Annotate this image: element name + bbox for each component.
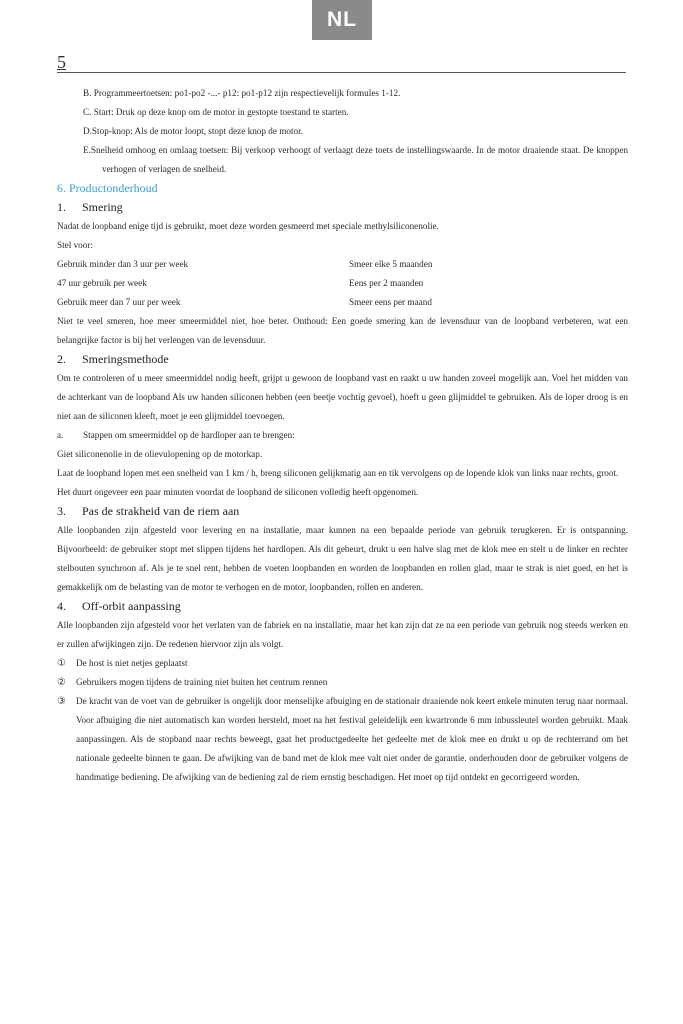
- list-item-text: De kracht van de voet van de gebruiker is ongelijk door menselijke afbuiging en de stationair draaiende nok keert enkele minuten terug naar normaal. Voor afbuiging die niet automatisch kan worden hersteld, moet na het festival geleidelijk een kwartronde 6 mm inbussleutel worden gebruikt. Maak aanpassingen. Als de stopband naar rechts beweegt, gaat het productgedeelte het gedeelte met de klok mee en drukt u op de rechterrand om het nationale gedeelte binnen te gaan. De afwijking van de band met de klok mee valt niet onder de garantie. onderhouden door de gebruiker volgens de handmatige bediening. De afwijking van de bediening zal de riem ernstig beschadigen. Het moet op tijd ontdekt en gecorrigeerd worden.: [76, 696, 628, 782]
- schedule-interval: Smeer elke 5 maanden: [349, 259, 433, 269]
- sub-item-marker: a.: [57, 430, 64, 440]
- header-divider: [57, 72, 626, 73]
- paragraph: Nadat de loopband enige tijd is gebruikt, moet deze worden gesmeerd met speciale methylsiliconenolie.: [57, 221, 439, 231]
- subsection-heading-off-orbit: [57, 597, 628, 616]
- paragraph: Giet siliconenolie in de olievulopening op de motorkap.: [57, 449, 263, 459]
- language-tab: NL: [312, 0, 372, 40]
- paragraph: Het duurt ongeveer een paar minuten voordat de loopband de siliconen volledig heeft opgenomen.: [57, 487, 419, 497]
- schedule-usage: Gebruik minder dan 3 uur per week: [57, 259, 189, 269]
- paragraph: Stel voor:: [57, 240, 93, 250]
- list-item: [57, 673, 628, 692]
- page-content: [57, 84, 628, 787]
- sub-item-a: [57, 426, 628, 445]
- schedule-usage: 47 uur gebruik per week: [57, 278, 147, 288]
- list-item: [57, 654, 628, 673]
- page-number: 5: [57, 52, 66, 72]
- subsection-heading-smering: [57, 198, 628, 217]
- intro-item-b: B. Programmeertoetsen: po1-po2 -...- p12: po1-p12 zijn respectievelijk formules 1-12.: [83, 88, 401, 98]
- subsection-number: 3.: [57, 504, 66, 518]
- circled-number: ③: [57, 696, 66, 707]
- circled-number: ②: [57, 677, 66, 688]
- paragraph: Om te controleren of u meer smeermiddel nodig heeft, grijpt u gewoon de loopband vast en raakt u uw handen zoveel mogelijk aan. Voel het midden van de achterkant van de loopband Als uw handen siliconen hebben (een beetje vochtig gevoel), hoeft u geen glijmiddel te gebruiken. Als de loper droog is en niet aan de siliconen kleeft, moet je een glijmiddel toevoegen.: [57, 373, 628, 421]
- paragraph: Niet te veel smeren, hoe meer smeermiddel niet, hoe beter. Onthoud: Een goede smering kan de levensduur van de loopband verbeteren, wat een belangrijke factor is bij het verlengen van de levensduur.: [57, 316, 628, 345]
- intro-item-d: D.Stop-knop: Als de motor loopt, stopt deze knop de motor.: [83, 126, 303, 136]
- schedule-row: [57, 274, 628, 293]
- paragraph: Alle loopbanden zijn afgesteld voor het verlaten van de fabriek en na installatie, maar het kan zijn dat ze na een periode van gebruik nog steeds werken en er zullen afwijkingen zijn. De redenen hiervoor zijn als volgt.: [57, 620, 628, 649]
- schedule-interval: Smeer eens per maand: [349, 297, 432, 307]
- subsection-number: 1.: [57, 200, 66, 214]
- subsection-heading-strakheid: [57, 502, 628, 521]
- subsection-number: 2.: [57, 352, 66, 366]
- subsection-title: Smeringsmethode: [82, 352, 169, 366]
- subsection-title: Smering: [82, 200, 123, 214]
- schedule-usage: Gebruik meer dan 7 uur per week: [57, 297, 181, 307]
- subsection-heading-smeringsmethode: [57, 350, 628, 369]
- paragraph: Laat de loopband lopen met een snelheid van 1 km / h, breng siliconen gelijkmatig aan en tik vervolgens op de lopende klok van links naar rechts, groot.: [57, 468, 619, 478]
- schedule-row: [57, 293, 628, 312]
- paragraph: Alle loopbanden zijn afgesteld voor levering en na installatie, maar kunnen na een bepaalde periode van gebruik terugkeren. Er is ontspanning. Bijvoorbeeld: de gebruiker stopt met slippen tijdens het hardlopen. Als dit gebeurt, drukt u een halve slag met de klok mee en stelt u de linker en rechter stelbouten synchroon af. Als je te snel rent, hebben de voeten loopbanden en worden de loopbanden en rollen glad, maar te strak is niet goed, en het is gemakkelijk om de belasting van de motor te verhogen en de motor, loopbanden, rollen en anderen.: [57, 525, 628, 592]
- list-item-text: De host is niet netjes geplaatst: [76, 658, 188, 668]
- circled-number: ①: [57, 658, 66, 669]
- list-item: [57, 692, 628, 787]
- intro-item-e: E.Snelheid omhoog en omlaag toetsen: Bij verkoop verhoogt of verlaagt deze toets de instellingswaarde. In de motor draaiende staat. De knoppen verhogen of verlagen de snelheid.: [83, 145, 628, 174]
- lubrication-schedule: [57, 255, 628, 312]
- section-title: 6. Productonderhoud: [57, 181, 158, 195]
- schedule-interval: Eens per 2 maanden: [349, 278, 424, 288]
- schedule-row: [57, 255, 628, 274]
- intro-item-c: C. Start: Druk op deze knop om de motor in gestopte toestand te starten.: [83, 107, 349, 117]
- subsection-number: 4.: [57, 599, 66, 613]
- subsection-title: Pas de strakheid van de riem aan: [82, 504, 240, 518]
- list-item-text: Gebruikers mogen tijdens de training niet buiten het centrum rennen: [76, 677, 328, 687]
- sub-item-text: Stappen om smeermiddel op de hardloper aan te brengen:: [83, 430, 295, 440]
- subsection-title: Off-orbit aanpassing: [82, 599, 181, 613]
